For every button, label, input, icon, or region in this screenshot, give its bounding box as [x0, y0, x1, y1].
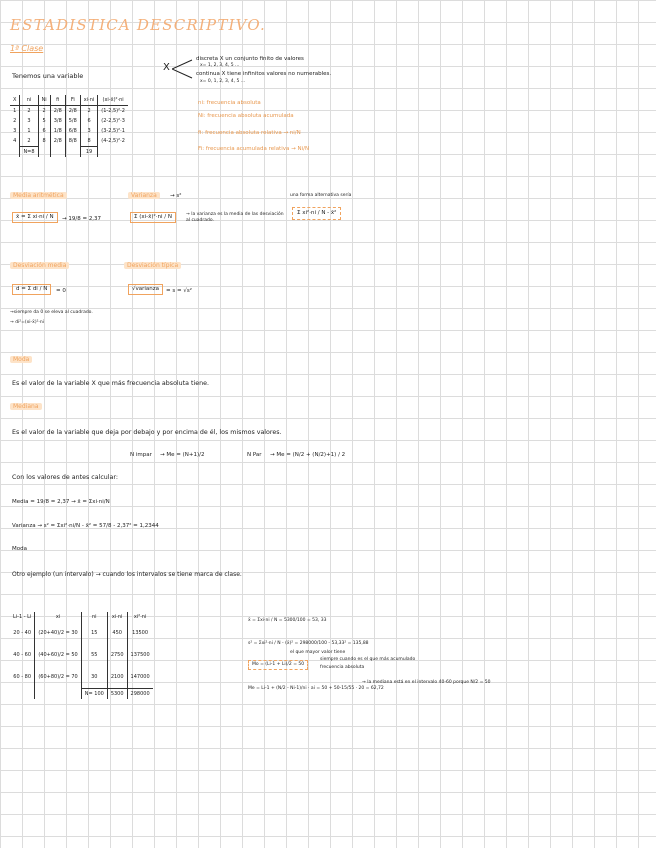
mediana-f2-label: N Par: [247, 452, 262, 458]
table-cell: 8: [38, 136, 50, 147]
intro-text: Tenemos una variable: [12, 72, 84, 80]
table-cell: 8: [80, 136, 98, 147]
section-varianza: Varianza: [128, 192, 160, 199]
table-cell: 4: [13, 138, 17, 145]
section-desviacion-tipica: Desviación típica: [124, 262, 181, 269]
table-header-cell: xi: [35, 612, 81, 622]
desv-media-formula: d = Σ di / N: [12, 284, 51, 295]
moda-text: Es el valor de la variable X que más frecuencia absoluta tiene.: [12, 380, 209, 387]
table-row: [10, 126, 128, 136]
table-cell: 3: [20, 116, 38, 126]
desv-tipica-result: = s = √s²: [166, 288, 192, 294]
table-cell: 60 - 80: [13, 674, 32, 680]
section-media: Media aritmética: [10, 192, 67, 199]
media-result: → 19/8 = 2,37: [62, 216, 102, 222]
table-cell: 2: [80, 106, 98, 117]
table-cell: (3-2,5)²·1: [98, 126, 128, 136]
table-row: [10, 136, 128, 147]
table-cell: 2/8: [50, 106, 65, 117]
table-cell: (20+40)/2 = 30: [35, 622, 81, 644]
table-cell: 137500: [127, 644, 153, 666]
result-variance: s² = Σxi²·ni / N - (x̄)² = 298000/100 - 53,33² = 135,88: [248, 641, 369, 646]
page-title: ESTADISTICA DESCRIPTIVO.: [10, 16, 267, 34]
table-cell: 6/8: [65, 126, 80, 136]
table-cell: 6: [38, 126, 50, 136]
desv-tipica-formula: √varianza: [128, 284, 163, 295]
mediana-text: Es el valor de la variable que deja por debajo y por encima de él, los mismos valores.: [12, 429, 282, 436]
result-moda-note2: frecuencia absoluta: [320, 665, 365, 670]
section-moda: Moda: [10, 356, 32, 363]
result-mediana: Me = Li-1 + (N/2 - Ni-1)/ni · ai = 50 + 50-15/55 · 20 = 62,72: [248, 686, 384, 691]
result-moda: Mo = (Li-1 + Li)/2 = 50: [248, 660, 308, 670]
otro-ejemplo: Otro ejemplo (un intervalo) → cuando los intervalos se tiene marca de clase.: [12, 571, 242, 578]
table-cell: 2750: [107, 644, 127, 666]
table-cell: 6: [80, 116, 98, 126]
table-cell: 5: [38, 116, 50, 126]
table-header-row: [10, 95, 128, 106]
varianza-symbol: → s²: [170, 193, 182, 199]
table-header-cell: fi: [50, 95, 65, 106]
table-header-cell: ni: [20, 95, 38, 106]
table-total-row: [10, 688, 153, 699]
table-cell: 2/8: [50, 136, 65, 147]
varianza-alt-formula: Σ xi²·ni / N - x̄²: [292, 207, 341, 220]
table-cell: 55: [81, 644, 107, 666]
class-subtitle: 1ª Clase: [10, 44, 44, 53]
result-moda-note: siempre cuando es el que más acumulado: [320, 657, 416, 662]
table-cell: 2: [20, 136, 38, 147]
table-header-cell: ni: [81, 612, 107, 622]
varianza-formula: Σ (xi-x̄)²·ni / N: [130, 212, 176, 223]
table-header-cell: X: [10, 95, 20, 106]
table-cell: 3: [80, 126, 98, 136]
calc-varianza: Varianza → s² = Σxi²·ni/N - x̄² = 57/8 - 2,37² = 1,2344: [12, 523, 159, 529]
total-n: N=8: [20, 147, 38, 158]
desv-media-result: = 0: [56, 288, 66, 294]
variable-symbol: X: [163, 62, 170, 73]
table-cell: 2100: [107, 666, 127, 688]
table-cell: 1/8: [50, 126, 65, 136]
legend-ni: ni: frecuencia absoluta: [198, 100, 261, 106]
desv-media-note2: → di²=(xi-x̄)²·ni: [10, 320, 44, 325]
table-cell: (2-2,5)²·3: [98, 116, 128, 126]
table-cell: (1-2,5)²·2: [98, 106, 128, 117]
result-variance-note: el que mayor valor tiene: [290, 650, 346, 655]
table-header-cell: xi·ni: [107, 612, 127, 622]
calc-intro: Con los valores de antes calcular:: [12, 474, 118, 481]
section-desviacion-media: Desviación media: [10, 262, 69, 269]
table-row: [10, 644, 153, 666]
desv-media-note1: →siempre da 0 se eleva al cuadrado.: [10, 310, 93, 315]
table-cell: (40+60)/2 = 50: [35, 644, 81, 666]
calc-moda: Moda: [12, 546, 27, 552]
continua-def: continua X tiene infinitos valores no numerables.: [196, 71, 332, 77]
table-cell: 15: [81, 622, 107, 644]
table-total-row: [10, 147, 128, 158]
table-cell: 3/8: [50, 116, 65, 126]
table-cell: 147000: [127, 666, 153, 688]
table-cell: 2: [20, 106, 38, 117]
table-header-cell: xi²·ni: [127, 612, 153, 622]
result-mediana-note: → la mediana está en el intervalo 40-60 porque N/2 = 50: [362, 680, 491, 685]
legend-Fi: Fi: frecuencia acumulada relativa → Ni/N: [198, 146, 310, 152]
total-xn: 19: [80, 147, 98, 158]
total-x2n: 298000: [127, 688, 153, 699]
continua-example: x= 0, 1, 2, 3, 4, 5 ...: [200, 79, 246, 84]
table-cell: (4-2,5)²·2: [98, 136, 128, 147]
table-cell: 2: [38, 106, 50, 117]
branch-brace-icon: [172, 58, 194, 80]
table-header-row: [10, 612, 153, 622]
table-row: [10, 622, 153, 644]
table-cell: (60+80)/2 = 70: [35, 666, 81, 688]
frequency-table: [10, 95, 128, 157]
table-cell: 40 - 60: [13, 652, 32, 658]
table-header-cell: xi·ni: [80, 95, 98, 106]
discreta-def: discreta X un conjunto finito de valores: [196, 56, 304, 62]
table-header-cell: Li-1 - Li: [13, 614, 32, 620]
table-header-cell: Fi: [65, 95, 80, 106]
total-n: N= 100: [81, 688, 107, 699]
result-mean: x̄ = Σxi·ni / N = 5300/100 = 53, 33: [248, 618, 327, 623]
table-cell: 13500: [127, 622, 153, 644]
table-cell: 450: [107, 622, 127, 644]
table-cell: 2: [13, 118, 17, 124]
table-cell: 5/8: [65, 116, 80, 126]
table-cell: 3: [13, 128, 17, 134]
calc-media: Media = 19/8 = 2,37 → x̄ = Σxi·ni/N: [12, 499, 110, 505]
table-cell: 1: [20, 126, 38, 136]
interval-table: [10, 612, 153, 699]
mediana-f2: → Me = (N/2 + (N/2)+1) / 2: [270, 452, 346, 458]
table-cell: 20 - 40: [13, 630, 32, 636]
table-cell: 8/8: [65, 136, 80, 147]
table-cell: 30: [81, 666, 107, 688]
mediana-f1: → Me = (N+1)/2: [160, 452, 205, 458]
table-row: [10, 106, 128, 117]
table-row: [10, 116, 128, 126]
legend-fi: fi: frecuencia absoluta relativa → ni/N: [198, 130, 301, 136]
mediana-f1-label: N impar: [130, 452, 152, 458]
table-header-cell: Ni: [38, 95, 50, 106]
varianza-alt-label: una forma alternativa sería: [290, 193, 352, 198]
varianza-note: → la varianza es la media de las desviación al cuadrado.: [186, 212, 284, 223]
total-xn: 5300: [107, 688, 127, 699]
table-cell: 1: [13, 108, 17, 114]
discreta-example: x= 1, 2, 3, 4, 5 ...: [200, 63, 240, 68]
section-mediana: Mediana: [10, 403, 42, 410]
table-row: [10, 666, 153, 688]
table-header-cell: (xi-x̄)²·ni: [98, 95, 128, 106]
media-formula: x̄ = Σ xi·ni / N: [12, 212, 58, 223]
legend-Ni: Ni: frecuencia absoluta acumulada: [198, 113, 294, 119]
table-cell: 2/8: [65, 106, 80, 117]
